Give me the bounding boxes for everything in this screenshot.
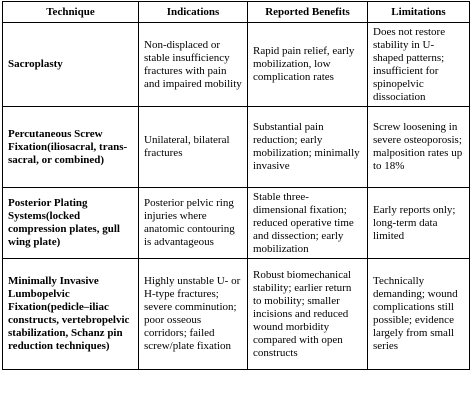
technique-detail: (locked compression plates, gull wing plate)	[8, 210, 120, 248]
table-row	[3, 259, 470, 370]
indications-cell: Unilateral, bilateral fractures	[139, 107, 248, 188]
technique-name: Posterior Plating Systems	[8, 197, 88, 222]
limitations-cell: Technically demanding; wound complications still possible; evidence largely from small series	[368, 259, 470, 370]
indications-cell: Non-displaced or stable insufficiency fractures with pain and impaired mobility	[139, 23, 248, 107]
technique-cell	[3, 259, 139, 370]
table-row	[3, 23, 470, 107]
technique-cell	[3, 188, 139, 259]
technique-detail: (pedicle–iliac constructs, vertebropelvic stabilization, Schanz pin reduction techniques)	[8, 301, 130, 352]
technique-cell	[3, 23, 139, 107]
table-container	[2, 1, 470, 370]
benefits-cell: Stable three-dimensional fixation; reduced operative time and dissection; early mobilization	[248, 188, 368, 259]
header-row	[3, 2, 470, 23]
table-row	[3, 107, 470, 188]
technique-name: Sacroplasty	[8, 58, 63, 70]
technique-detail: (iliosacral, trans-sacral, or combined)	[8, 140, 128, 166]
techniques-table	[2, 1, 470, 370]
header-limitations: Limitations	[368, 2, 470, 23]
header-benefits: Reported Benefits	[248, 2, 368, 23]
benefits-cell: Substantial pain reduction; early mobilization; minimally invasive	[248, 107, 368, 188]
benefits-cell: Robust biomechanical stability; earlier return to mobility; smaller incisions and reduced wound morbidity compared with open constructs	[248, 259, 368, 370]
header-technique: Technique	[3, 2, 139, 23]
limitations-cell: Early reports only; long-term data limited	[368, 188, 470, 259]
header-indications: Indications	[139, 2, 248, 23]
limitations-cell: Does not restore stability in U-shaped patterns; insufficient for spinopelvic dissociation	[368, 23, 470, 107]
table-row	[3, 188, 470, 259]
technique-name: Percutaneous Screw Fixation	[8, 127, 103, 153]
technique-cell	[3, 107, 139, 188]
limitations-cell: Screw loosening in severe osteoporosis; malposition rates up to 18%	[368, 107, 470, 188]
indications-cell: Posterior pelvic ring injuries where anatomic contouring is advantageous	[139, 188, 248, 259]
benefits-cell: Rapid pain relief, early mobilization, low complication rates	[248, 23, 368, 107]
indications-cell: Highly unstable U- or H-type fractures; severe comminution; poor osseous corridors; failed screw/plate fixation	[139, 259, 248, 370]
technique-name: Minimally Invasive Lumbopelvic Fixation	[8, 275, 99, 313]
